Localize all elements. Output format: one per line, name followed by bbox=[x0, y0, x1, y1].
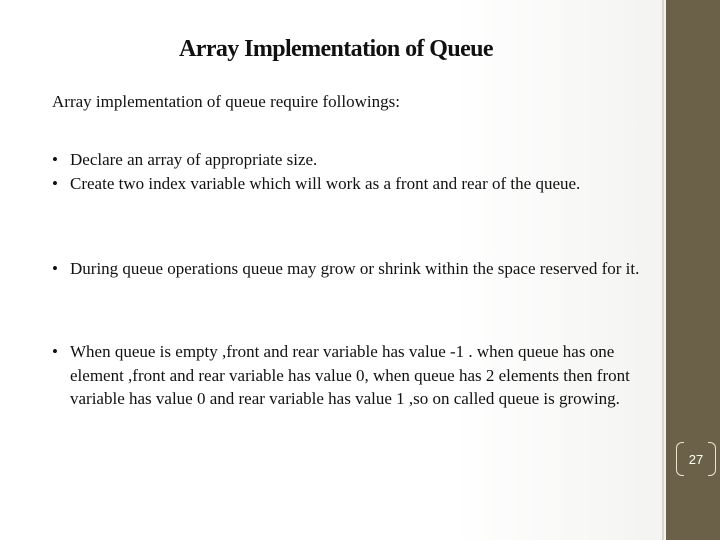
bullet-text: Create two index variable which will work as a front and rear of the queue. bbox=[70, 173, 581, 193]
bullet-icon: • bbox=[52, 150, 58, 169]
bullet-icon: • bbox=[52, 342, 58, 361]
right-bracket-icon bbox=[708, 442, 716, 476]
sidebar-divider bbox=[662, 0, 664, 540]
intro-text: Array implementation of queue require followings: bbox=[52, 92, 400, 111]
bullet-icon: • bbox=[52, 259, 58, 278]
bullet-text: Declare an array of appropriate size. bbox=[70, 150, 318, 169]
bullet-list-3 bbox=[52, 340, 642, 411]
bullet-icon: • bbox=[52, 173, 58, 193]
page-number: 27 bbox=[688, 451, 704, 467]
list-item bbox=[52, 148, 642, 172]
list-item bbox=[52, 340, 642, 411]
left-bracket-icon bbox=[676, 442, 684, 476]
page-number-badge bbox=[676, 442, 716, 476]
list-item bbox=[52, 172, 642, 196]
list-item bbox=[52, 257, 642, 281]
bullet-list-2 bbox=[52, 257, 642, 281]
bullet-text: When queue is empty ,front and rear variable has value -1 . when queue has one element ,front and rear variable has value 0, when queue has 2 elements then front variable has value 0 and rear variable has value 1 ,so on called queue is growing. bbox=[70, 342, 630, 408]
slide-title: Array Implementation of Queue bbox=[179, 36, 493, 62]
bullet-text: During queue operations queue may grow or shrink within the space reserved for it. bbox=[70, 259, 640, 278]
bullet-list-1 bbox=[52, 148, 642, 195]
